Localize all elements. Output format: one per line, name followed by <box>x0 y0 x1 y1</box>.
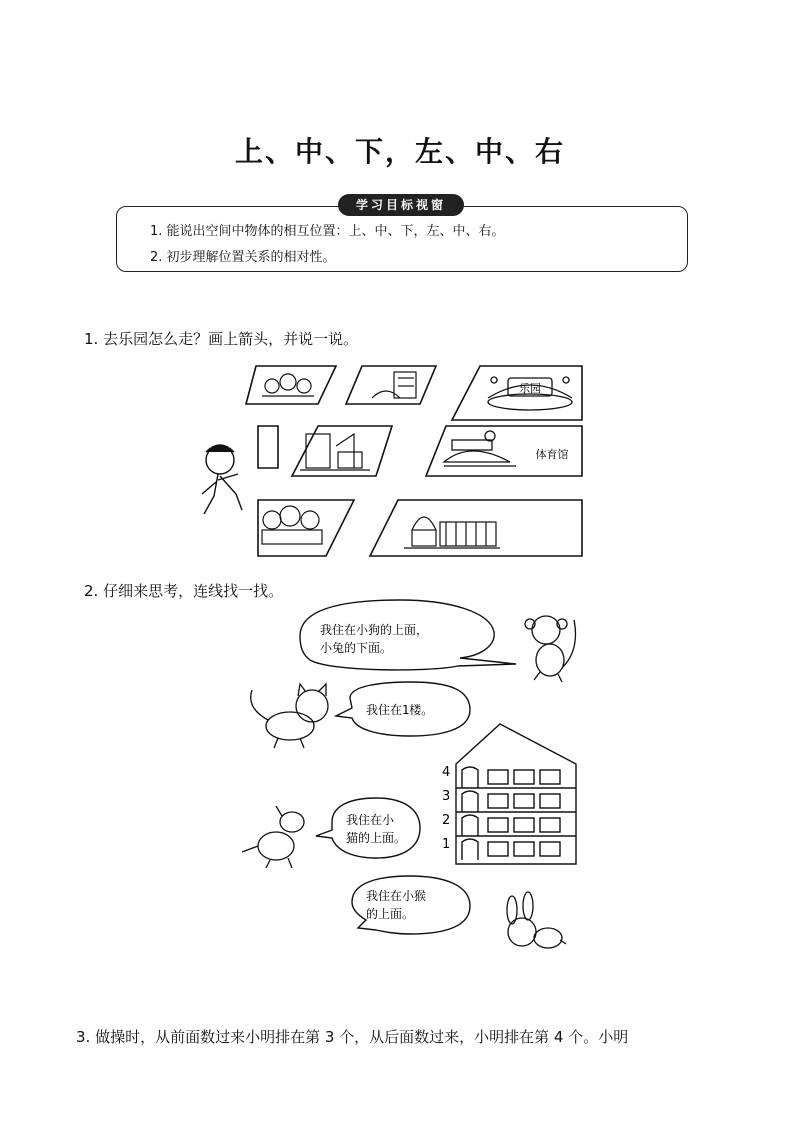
floor-label-2: 2 <box>442 813 451 828</box>
floor-label-1: 1 <box>442 837 451 852</box>
page-title: 上、中、下，左、中、右 <box>234 135 565 168</box>
goal-item-2: 2. 初步理解位置关系的相对性。 <box>150 250 336 265</box>
stadium-label: 体育馆 <box>535 448 569 461</box>
question-2-text: 2. 仔细来思考，连线找一找。 <box>84 582 284 600</box>
cat-bubble-text: 我住在1楼。 <box>366 703 434 717</box>
floor-label-3: 3 <box>442 789 451 804</box>
question-1-text: 1. 去乐园怎么走？画上箭头，并说一说。 <box>84 330 359 348</box>
dog-bubble-line-1: 我住在小 <box>346 813 395 827</box>
monkey-icon <box>525 616 576 682</box>
dog-icon <box>242 806 304 868</box>
park-label: 乐园 <box>519 382 541 395</box>
monkey-bubble-line-1: 我住在小狗的上面， <box>320 623 429 637</box>
question-3-text: 3. 做操时，从前面数过来小明排在第 3 个，从后面数过来，小明排在第 4 个。小明 <box>76 1028 629 1046</box>
rabbit-icon <box>507 892 566 948</box>
monkey-bubble-line-2: 小兔的下面。 <box>320 641 393 655</box>
rabbit-bubble-line-1: 我住在小猴 <box>366 889 427 903</box>
dog-bubble-line-2: 猫的上面。 <box>346 831 407 845</box>
goals-tag: 学习目标视窗 <box>338 194 464 216</box>
apartment-building-icon <box>456 724 576 864</box>
rabbit-speech-bubble <box>352 876 470 934</box>
dog-speech-bubble <box>316 798 420 858</box>
rabbit-bubble-line-2: 的上面。 <box>366 907 415 921</box>
floor-label-4: 4 <box>442 765 451 780</box>
goal-item-1: 1. 能说出空间中物体的相互位置：上、中、下，左、中、右。 <box>150 224 505 239</box>
cat-icon <box>251 684 328 748</box>
